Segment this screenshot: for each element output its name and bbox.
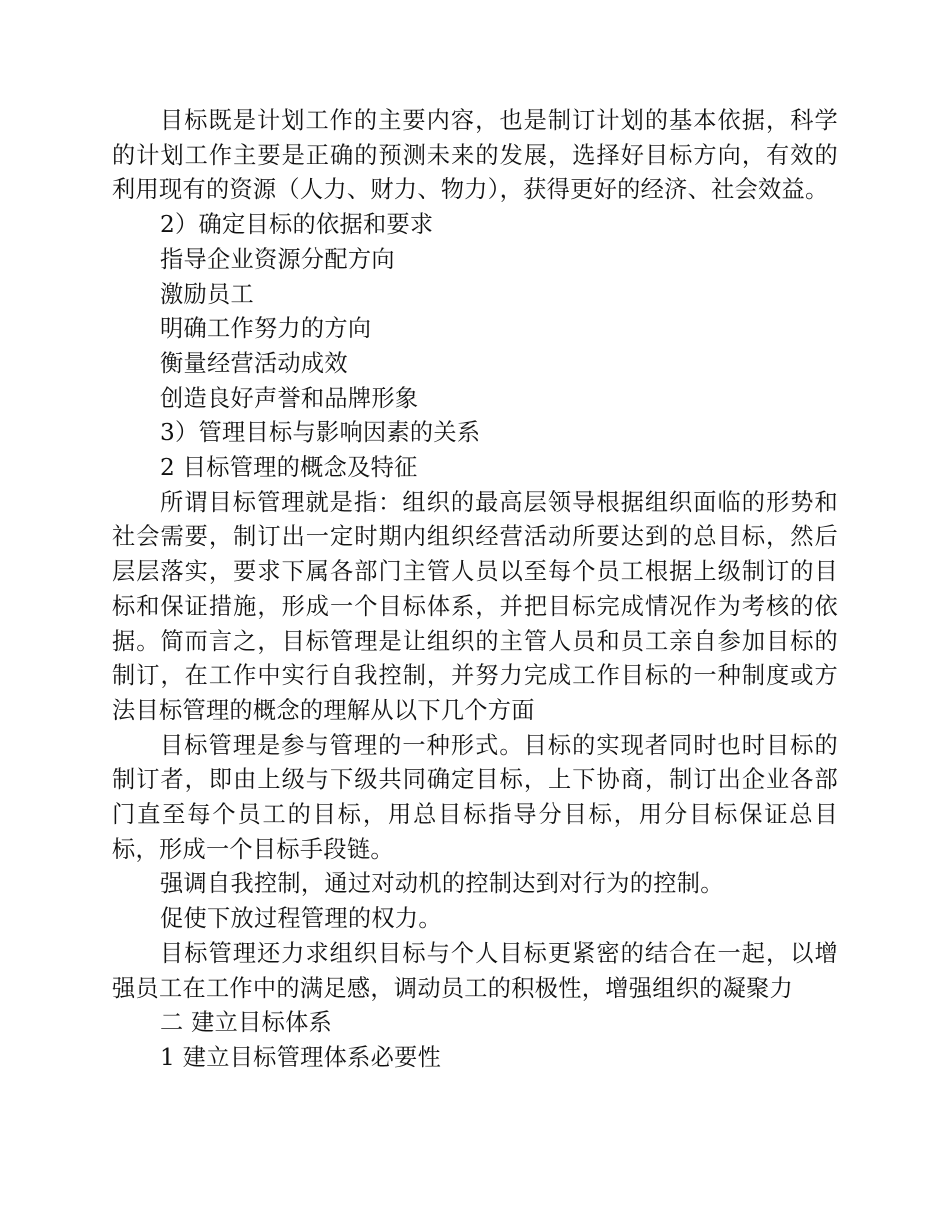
paragraph-self-control: 强调自我控制，通过对动机的控制达到对行为的控制。 xyxy=(160,870,724,898)
list-item-resource-allocation: 指导企业资源分配方向 xyxy=(160,245,395,273)
list-item-motivate-staff: 激励员工 xyxy=(160,280,254,308)
paragraph-delegation: 促使下放过程管理的权力。 xyxy=(160,905,442,933)
list-item-brand-image: 创造良好声誉和品牌形象 xyxy=(160,384,419,412)
paragraph-mbo-definition: 所谓目标管理就是指：组织的最高层领导根据组织面临的形势和社会需要，制订出一定时期内组织经营活动所要达到的总目标，然后层层落实，要求下属各部门主管人员以至每个员工根据上级制订的目标和保证措施，形成一个目标体系，并把目标完成情况作为考核的依据。简而言之，目标管理是让组织的主管人员和员工亲自参加目标的制订，在工作中实行自我控制，并努力完成工作目标的一种制度或方法目标管理的概念的理解从以下几个方面 xyxy=(112,488,838,724)
heading-goal-requirements: 2）确定目标的依据和要求 xyxy=(160,211,434,239)
list-item-measure-results: 衡量经营活动成效 xyxy=(160,349,348,377)
heading-goal-system: 二 建立目标体系 xyxy=(160,1009,333,1037)
paragraph-goal-basis: 目标既是计划工作的主要内容，也是制订计划的基本依据，科学的计划工作主要是正确的预测未来的发展，选择好目标方向，有效的利用现有的资源（人力、财力、物力），获得更好的经济、社会效益。 xyxy=(112,107,838,204)
document-page xyxy=(112,104,838,1076)
heading-mbo-concept: 2 目标管理的概念及特征 xyxy=(160,454,418,482)
heading-system-necessity: 1 建立目标管理体系必要性 xyxy=(160,1043,442,1071)
list-item-work-direction: 明确工作努力的方向 xyxy=(160,315,372,343)
heading-factors-relation: 3）管理目标与影响因素的关系 xyxy=(160,419,481,447)
paragraph-goal-alignment: 目标管理还力求组织目标与个人目标更紧密的结合在一起，以增强员工在工作中的满足感，调动员工的积极性，增强组织的凝聚力 xyxy=(112,939,838,1002)
paragraph-participative-management: 目标管理是参与管理的一种形式。目标的实现者同时也时目标的制订者，即由上级与下级共同确定目标，上下协商，制订出企业各部门直至每个员工的目标，用总目标指导分目标，用分目标保证总目标，形成一个目标手段链。 xyxy=(112,731,838,863)
